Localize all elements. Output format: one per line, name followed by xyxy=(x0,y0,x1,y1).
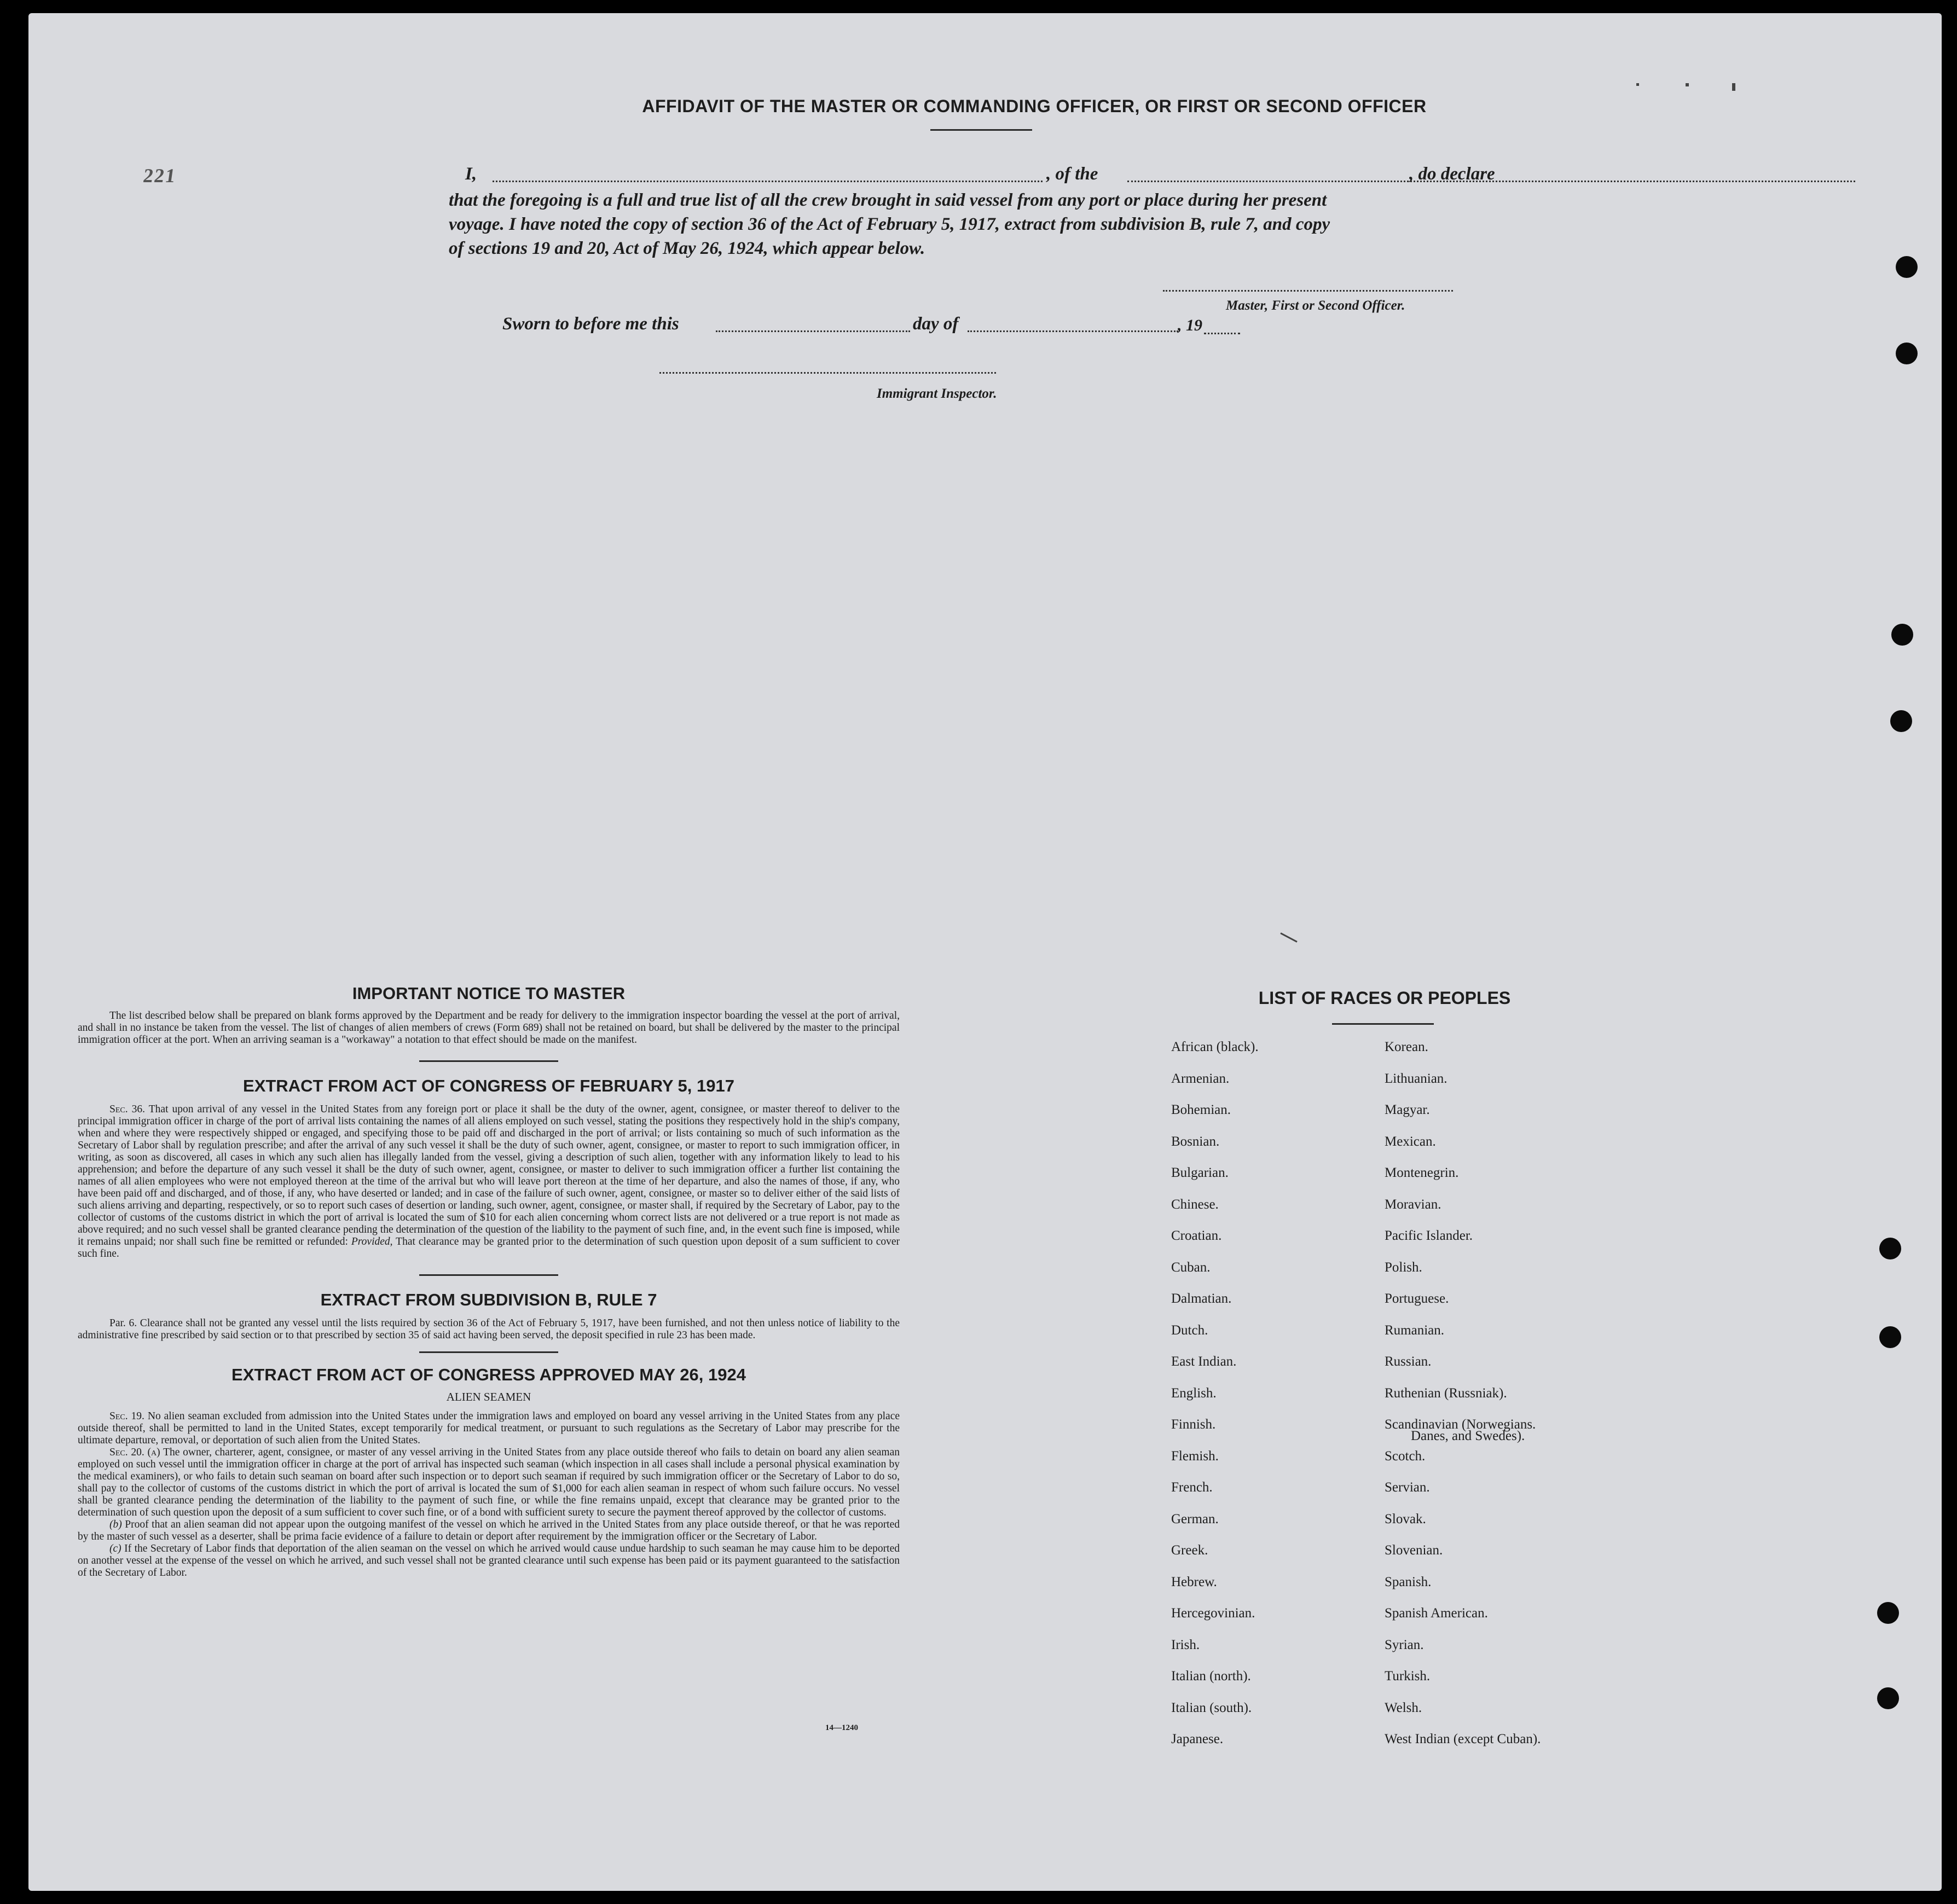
rule7-title: EXTRACT FROM SUBDIVISION B, RULE 7 xyxy=(320,1290,657,1309)
sec20b-text: Proof that an alien seaman did not appear upon the outgoing manifest of the vessel on which he arrived in the United States from any place outside thereof, or that he was reported by the master of such vessel as a deserter, shall be prima facie evidence of a failure to detain or deport after requirement by the immigration officer or the Secretary of Labor. xyxy=(78,1519,900,1542)
race-item: Italian (north). xyxy=(1171,1669,1251,1684)
extract-1924-subtitle: ALIEN SEAMEN xyxy=(446,1390,531,1403)
race-item: French. xyxy=(1171,1480,1213,1495)
race-item: English. xyxy=(1171,1385,1217,1401)
race-item: Japanese. xyxy=(1171,1732,1224,1746)
sec19-text: No alien seaman excluded from admission into the United States under the immigration laws and employed on board any vessel arriving in the United States from any place outside thereof, shall be permitted to land in the United States, except temporarily for medical treatment, or pursuant to such regulations as the Secretary of Labor may prescribe for the ultimate departure, removal, or deportation of such alien from the United States. xyxy=(78,1410,900,1446)
punch-hole xyxy=(1877,1602,1899,1624)
extract-1917-body xyxy=(78,1104,900,1260)
sec20c-text: If the Secretary of Labor finds that deportation of the alien seaman on the vessel on which he arrived would cause undue hardship to such seaman he may cause him to be deported on another vessel at the expense of the vessel on which he arrived, and such vessel shall not be granted clearance until such expense has been paid or its payment guaranteed to the satisfaction of the Secretary of Labor. xyxy=(78,1543,900,1578)
sec20c-body xyxy=(78,1543,900,1579)
sworn-year: , 19 xyxy=(1178,316,1202,334)
edge-speck xyxy=(1732,83,1735,91)
race-item: African (black). xyxy=(1171,1040,1259,1054)
race-item: Lithuanian. xyxy=(1385,1071,1448,1086)
race-item: Greek. xyxy=(1171,1543,1208,1558)
race-item: Montenegrin. xyxy=(1385,1165,1459,1180)
notice-rule xyxy=(419,1060,558,1062)
punch-hole xyxy=(1890,710,1912,732)
extract-1917-proviso: That clearance may be granted prior to the determination of such question upon deposit of a sum sufficient to cover such fine. xyxy=(78,1236,900,1259)
rule7-body: Par. 6. Clearance shall not be granted any vessel until the lists required by section 36 of the Act of February 5, 1917, have been furnished, and not then unless notice of liability to the administrative fine prescribed by said section or to that prescribed by section 35 of said act having been served, the deposit specified in rule 23 has been made. xyxy=(78,1317,900,1341)
punch-hole xyxy=(1879,1238,1901,1259)
race-item: Italian (south). xyxy=(1171,1700,1252,1715)
rule7-rule xyxy=(419,1351,558,1353)
race-item: Ruthenian (Russniak). xyxy=(1385,1385,1507,1401)
race-item: Welsh. xyxy=(1385,1700,1422,1715)
sec20-label: Sec. 20. (a) xyxy=(109,1447,160,1458)
affidavit-line-1 xyxy=(449,164,1510,188)
race-item: Cuban. xyxy=(1171,1259,1211,1275)
extract-1917-rule xyxy=(419,1274,558,1276)
race-item: Pacific Islander. xyxy=(1385,1228,1473,1243)
document-page xyxy=(28,13,1942,1891)
margin-stamp: 221 xyxy=(142,165,178,187)
name-blank-line[interactable] xyxy=(493,181,1043,182)
punch-hole xyxy=(1879,1326,1901,1348)
extract-1917-text: That upon arrival of any vessel in the United States from any foreign port or place it shall be the duty of the owner, agent, consignee, or master thereof to deliver to the principal immigration officer in charge of the port of arrival lists containing the names of all aliens employed on such vessel, stating the positions they respectively hold in the ship's company, when and where they were respectively shipped or engaged, and specifying those to be paid off and discharged in the port of arrival; or lists containing so much of such information as the Secretary of Labor shall by regulation prescribe; and after the arrival of any such vessel it shall be the duty of such owner, agent, consignee, or master to report to such immigration officer, in writing, as soon as discovered, all cases in which any such alien has illegally landed from the vessel, giving a description of such alien, together with any information likely to lead to his apprehension; and before the departure of any such vessel it shall be the duty of such owner, agent, consignee, or master to deliver to such immigration officer a further list containing the names of all alien employees who were not employed thereon at the time of the arrival but who will leave port thereon at the time of her departure, and also the names of those, if any, who have been paid off and discharged, and of those, if any, who have deserted or landed; and in case of the failure of such owner, agent, consignee, or master so to deliver either of the said lists of such aliens arriving and departing, respectively, or so to report such cases of desertion or landing, such owner, agent, consignee, or master shall, if required by the Secretary of Labor, pay to the collector of customs of the customs district in which the port of arrival is located the sum of $10 for each alien concerning whom correct lists are not delivered or a true report is not made as above required; and no such vessel shall be granted clearance pending the determination of the question of the liability to the payment of such fine, and, in the event such fine is imposed, while it remains unpaid; nor shall such fine be remitted or refunded: xyxy=(78,1104,900,1247)
inspector-signature-line[interactable] xyxy=(659,372,996,374)
race-item: Armenian. xyxy=(1171,1071,1230,1086)
race-item: Mexican. xyxy=(1385,1134,1436,1149)
punch-hole xyxy=(1896,256,1918,278)
sworn-day-blank[interactable] xyxy=(716,330,910,332)
affidavit-line-4: of sections 19 and 20, Act of May 26, 1924, which appear below. xyxy=(449,239,925,258)
race-item: Scotch. xyxy=(1385,1448,1426,1464)
extract-1917-proviso-label: Provided, xyxy=(351,1236,393,1247)
race-item: Slovenian. xyxy=(1385,1543,1443,1558)
sec19-label: Sec. 19. xyxy=(109,1410,144,1422)
form-number: 14—1240 xyxy=(825,1723,858,1732)
sec20b-label: (b) xyxy=(109,1519,122,1530)
sworn-day-of: day of xyxy=(913,314,959,334)
notice-body: The list described below shall be prepared on blank forms approved by the Department and be ready for delivery to the immigration inspector boarding the vessel at the port of arrival, and shall in no instance be taken from the vessel. The list of changes of alien members of crews (Form 689) shall not be retained on board, but shall be delivered by the master to the principal immigration officer at the port. When an arriving seaman is a "workaway" a notation to that effect should be made on the manifest. xyxy=(78,1010,900,1046)
race-right-continuation: Danes, and Swedes). xyxy=(1411,1429,1525,1443)
race-item: East Indian. xyxy=(1171,1354,1237,1369)
legal-column xyxy=(78,984,900,1579)
race-item: Spanish American. xyxy=(1385,1606,1488,1621)
sworn-year-blank[interactable] xyxy=(1204,333,1240,334)
race-item: Korean. xyxy=(1385,1040,1428,1054)
affidavit-line-2: that the foregoing is a full and true list of all the crew brought in said vessel from any port or place during her present xyxy=(449,190,1327,210)
race-item: German. xyxy=(1171,1511,1219,1526)
race-item: Moravian. xyxy=(1385,1197,1441,1212)
race-item: Magyar. xyxy=(1385,1102,1430,1117)
race-item: Rumanian. xyxy=(1385,1322,1445,1338)
extract-1924-title: EXTRACT FROM ACT OF CONGRESS APPROVED MAY 26, 1924 xyxy=(231,1365,746,1384)
sec20b-body xyxy=(78,1519,900,1543)
sec20-body xyxy=(78,1447,900,1519)
title-rule xyxy=(930,129,1032,131)
affidavit-line-3: voyage. I have noted the copy of section 36 of the Act of February 5, 1917, extract from subdivision B, rule 7, and copy xyxy=(449,214,1330,234)
race-item: Russian. xyxy=(1385,1354,1432,1369)
edge-speck xyxy=(1686,83,1689,86)
affidavit-i: I, xyxy=(465,164,477,184)
race-item: Hercegovinian. xyxy=(1171,1606,1255,1621)
punch-hole xyxy=(1877,1687,1899,1709)
sec20c-label: (c) xyxy=(109,1543,121,1554)
race-item: Bosnian. xyxy=(1171,1134,1220,1149)
race-item: Hebrew. xyxy=(1171,1574,1217,1589)
race-item: Finnish. xyxy=(1171,1417,1216,1432)
races-title: LIST OF RACES OR PEOPLES xyxy=(1258,988,1511,1008)
master-signature-line[interactable] xyxy=(1163,290,1453,292)
sworn-month-blank[interactable] xyxy=(968,330,1178,332)
notice-title: IMPORTANT NOTICE TO MASTER xyxy=(352,984,626,1003)
race-item: Bohemian. xyxy=(1171,1102,1231,1117)
of-the-label: , of the xyxy=(1046,164,1098,184)
race-item: Polish. xyxy=(1385,1259,1422,1275)
race-item: Croatian. xyxy=(1171,1228,1222,1243)
race-item: Flemish. xyxy=(1171,1448,1219,1464)
race-item: Portuguese. xyxy=(1385,1291,1449,1306)
master-signature-label: Master, First or Second Officer. xyxy=(1226,298,1405,313)
races-title-rule xyxy=(1332,1023,1434,1025)
race-item: Irish. xyxy=(1171,1637,1200,1652)
affidavit-title: AFFIDAVIT OF THE MASTER OR COMMANDING OFFICER, OR FIRST OR SECOND OFFICER xyxy=(642,96,1427,116)
punch-hole xyxy=(1891,624,1913,646)
race-item: Turkish. xyxy=(1385,1669,1431,1684)
race-item: Bulgarian. xyxy=(1171,1165,1229,1180)
race-item: Dalmatian. xyxy=(1171,1291,1232,1306)
inspector-label: Immigrant Inspector. xyxy=(877,386,997,401)
edge-speck xyxy=(1636,83,1639,86)
race-item: Chinese. xyxy=(1171,1197,1219,1212)
race-item: West Indian (except Cuban). xyxy=(1385,1732,1541,1746)
race-item: Scandinavian (Norwegians. xyxy=(1385,1417,1536,1432)
race-item: Syrian. xyxy=(1385,1637,1424,1652)
sec19-body xyxy=(78,1410,900,1447)
race-item: Servian. xyxy=(1385,1480,1430,1495)
punch-hole xyxy=(1896,343,1918,364)
extract-1917-sec-label: Sec. 36. xyxy=(109,1104,146,1115)
sworn-prefix: Sworn to before me this xyxy=(502,314,679,334)
extract-1917-title: EXTRACT FROM ACT OF CONGRESS OF FEBRUARY 5, 1917 xyxy=(243,1076,734,1095)
do-declare-label: , do declare xyxy=(1409,164,1495,184)
sec20-text: The owner, charterer, agent, consignee, or master of any vessel arriving in the United States from any place outside thereof who fails to detain on board any alien seaman employed on such vessel until the immigration officer in charge at the port of arrival has inspected such seaman (which inspection in all cases shall include a personal physical examination by the medical examiners), or who fails to detain such seaman on board after such inspection or to deport such seaman if required by such immigration officer or the Secretary of Labor to do so, shall pay to the collector of customs of the customs district in which the port of arrival is located the sum of $1,000 for each alien seaman in respect of whom such failure occurs. No vessel shall be granted clearance pending the determination of the liability to the payment of such fine, or while the fine remains unpaid, except that clearance may be granted prior to the determination of such question upon the deposit of a sum sufficient to cover such fine, or of a bond with sufficient surety to secure the payment thereof approved by the collector of customs. xyxy=(78,1447,900,1518)
race-item: Slovak. xyxy=(1385,1511,1426,1526)
race-item: Spanish. xyxy=(1385,1574,1432,1589)
race-item: Dutch. xyxy=(1171,1322,1208,1338)
